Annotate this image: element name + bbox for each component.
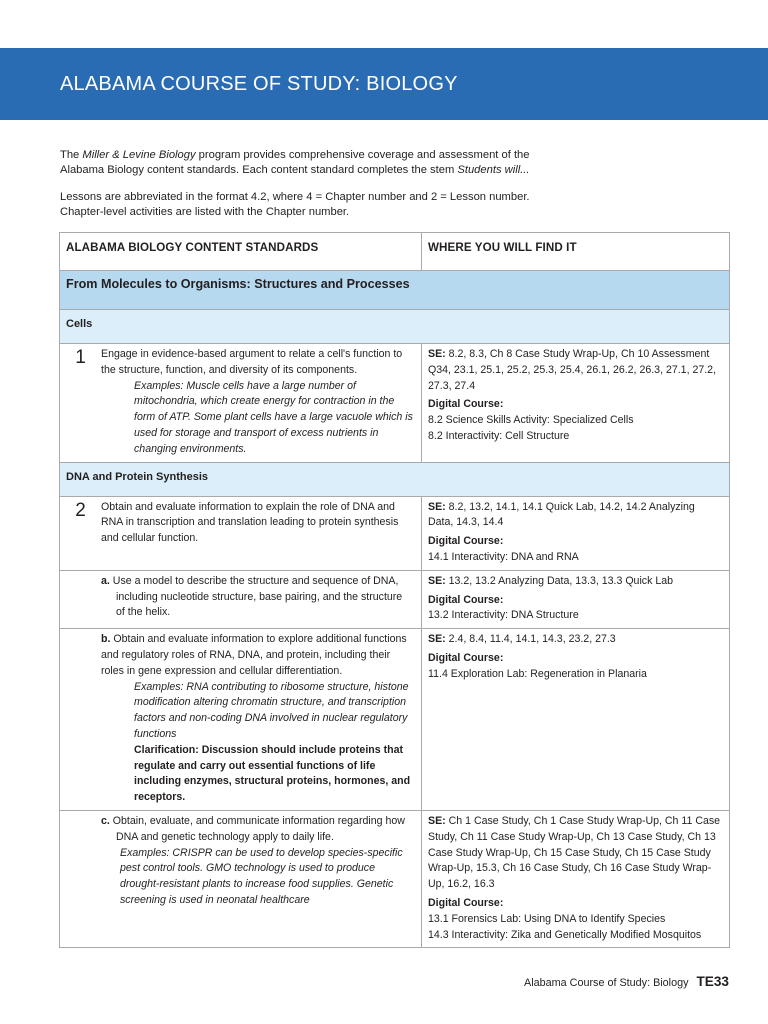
page-number: TE33: [696, 974, 729, 989]
se-label: SE:: [428, 814, 446, 827]
se-lessons: 13.2, 13.2 Analyzing Data, 13.3, 13.3 Quick Lab: [448, 574, 674, 587]
sub-standard-text: Use a model to describe the structure and sequence of DNA, including nucleotide structure, base pairing, and the structure of the helix.: [112, 574, 403, 619]
intro-paragraph-1: [60, 148, 540, 177]
sub-standard-text: Obtain, evaluate, and communicate information regarding how DNA and genetic technology apply to daily life.: [112, 814, 405, 843]
digital-course-item: 8.2 Interactivity: Cell Structure: [428, 429, 570, 442]
standard-clarification: Clarification: Discussion should include proteins that regulate and carry out essential functions of life including enzymes, structural proteins, hormones, and receptors.: [134, 743, 411, 804]
digital-course-item: 14.1 Interactivity: DNA and RNA: [428, 550, 579, 563]
digital-course-label: Digital Course:: [428, 593, 504, 606]
sub-standard-text: Obtain and evaluate information to explore additional functions and regulatory roles of RNA, DNA, and protein, including their roles in gene expression and cellular differentiation.: [101, 633, 407, 677]
page-footer: [524, 974, 729, 989]
digital-course-label: Digital Course:: [428, 535, 504, 548]
standard-text: Obtain and evaluate information to explain the role of DNA and RNA in transcription and translation leading to protein synthesis and cellular function.: [101, 500, 399, 545]
standard-number: 1: [75, 347, 86, 368]
column-header-location: WHERE YOU WILL FIND IT: [422, 233, 730, 271]
se-label: SE:: [428, 500, 446, 513]
standard-example: Examples: CRISPR can be used to develop species-specific pest control tools. GMO technology is used to produce drought-resistant plants to increase food supplies. Genetic screening is used in neonatal healthcare: [120, 846, 403, 906]
table-row: [60, 570, 730, 628]
se-label: SE:: [428, 633, 446, 646]
se-label: SE:: [428, 348, 446, 360]
digital-course-item: 11.4 Exploration Lab: Regeneration in Planaria: [428, 667, 647, 680]
table-row: [60, 496, 730, 570]
se-lessons: Ch 1 Case Study, Ch 1 Case Study Wrap-Up, Ch 11 Case Study, Ch 11 Case Study Wrap-Up, Ch 13 Case Study, Ch 13 Case Study Wrap-Up, Ch 15 Case Study, Ch 15 Case Study Wrap-Up, 15.3, Ch 16 Case Study, Ch 16 Case Study Wrap-Up, 16.2, 16.3: [428, 814, 721, 891]
standards-table: [59, 232, 730, 948]
se-label: SE:: [428, 574, 446, 587]
digital-course-item: 8.2 Science Skills Activity: Specialized Cells: [428, 414, 634, 427]
stem-text: Students will...: [457, 163, 530, 176]
standard-number: 2: [75, 499, 86, 521]
program-name: Miller & Levine Biology: [82, 149, 196, 161]
standard-example: Examples: Muscle cells have a large number of mitochondria, which create energy for contraction in the form of ATP. Some plant cells have a large vacuole which is used for storage and transport of excess nutrients in changing environments.: [134, 379, 413, 455]
title-banner: [0, 48, 768, 120]
standard-text: Engage in evidence-based argument to relate a cell's function to the structure, function, and diversity of its components.: [101, 348, 403, 376]
se-lessons: 8.2, 13.2, 14.1, 14.1 Quick Lab, 14.2, 14.2 Analyzing Data, 14.3, 14.4: [428, 500, 695, 529]
digital-course-label: Digital Course:: [428, 651, 504, 664]
digital-course-item: 13.2 Interactivity: DNA Structure: [428, 609, 579, 622]
intro-paragraph-2: [60, 190, 540, 219]
table-row: [60, 629, 730, 811]
footer-text: Alabama Course of Study: Biology: [524, 977, 689, 989]
digital-course-label: Digital Course:: [428, 398, 504, 411]
subsection-dna: DNA and Protein Synthesis: [60, 462, 730, 496]
intro-text: The: [60, 149, 83, 161]
standard-example: Examples: RNA contributing to ribosome structure, histone modification altering chromatin structure, and transcription factors and non-coding DNA involved in nuclear regulatory functions: [134, 680, 409, 740]
sub-standard-letter: a.: [101, 574, 110, 587]
page-title: ALABAMA COURSE OF STUDY: BIOLOGY: [60, 73, 458, 95]
intro-text-cont: program provides comprehensive coverage and assessment of the Alabama Biology content standards. Each content standard completes the stem: [60, 149, 530, 176]
table-row: [60, 344, 730, 463]
digital-course-item: 14.3 Interactivity: Zika and Genetically Modified Mosquitos: [428, 928, 702, 941]
subsection-cells: Cells: [60, 310, 730, 344]
column-header-standards: ALABAMA BIOLOGY CONTENT STANDARDS: [60, 233, 422, 271]
se-lessons: 8.2, 8.3, Ch 8 Case Study Wrap-Up, Ch 10 Assessment Q34, 23.1, 25.1, 25.2, 25.3, 25.4, 26.1, 26.2, 26.3, 27.1, 27.2, 27.3, 27.4: [428, 348, 717, 392]
section-band: From Molecules to Organisms: Structures and Processes: [60, 271, 730, 310]
table-row: [60, 810, 730, 947]
digital-course-item: 13.1 Forensics Lab: Using DNA to Identify Species: [428, 912, 666, 925]
sub-standard-letter: c.: [101, 814, 110, 827]
digital-course-label: Digital Course:: [428, 896, 504, 909]
se-lessons: 2.4, 8.4, 11.4, 14.1, 14.3, 23.2, 27.3: [448, 633, 616, 646]
abbrev-note: Lessons are abbreviated in the format 4.2, where 4 = Chapter number and 2 = Lesson number. Chapter-level activities are listed with the Chapter number.: [60, 191, 530, 218]
sub-standard-letter: b.: [101, 633, 111, 646]
